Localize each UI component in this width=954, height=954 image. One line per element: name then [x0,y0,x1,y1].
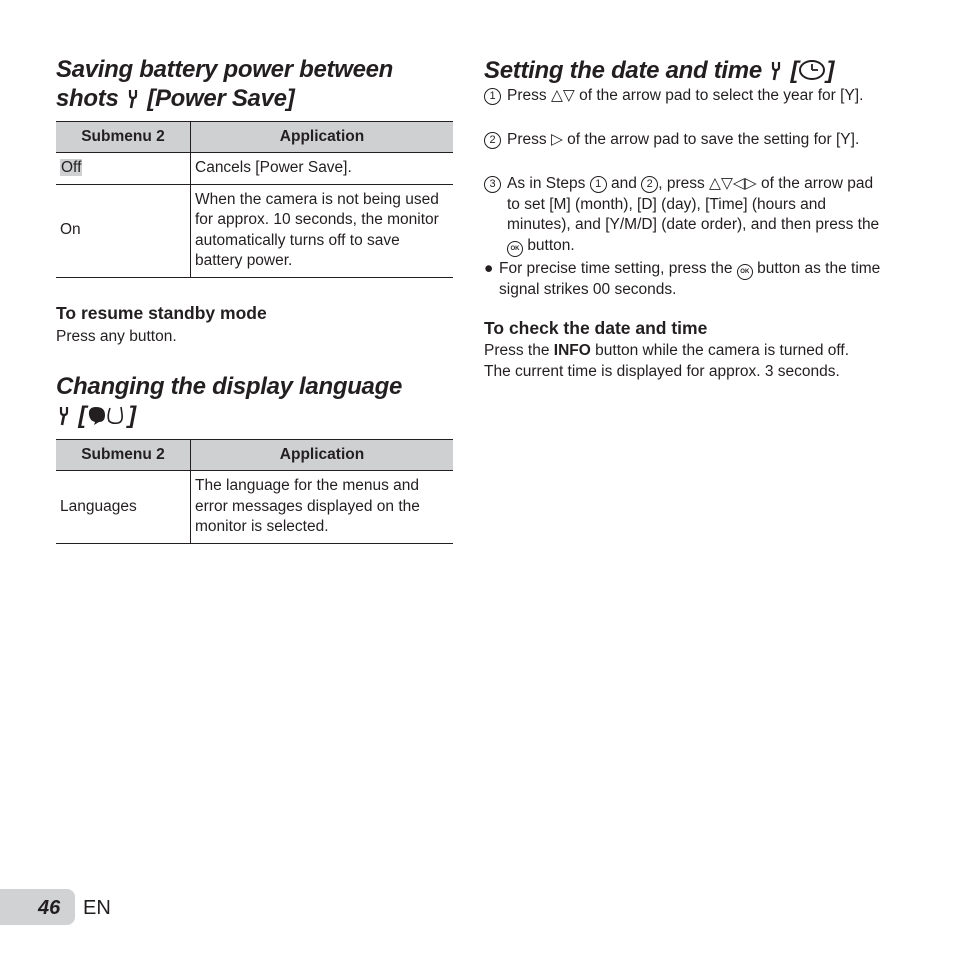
step-1 [484,86,884,107]
option-off: Off [61,159,82,176]
power-save-title [56,55,393,113]
arrow-right-icon: ▷ [550,131,563,148]
language-title [56,372,402,430]
step-number: 2 [484,132,501,149]
step-number: 3 [484,176,501,193]
arrow-all-icon: △▽◁▷ [709,175,757,192]
option-languages: Languages [56,471,191,544]
table-header-application: Application [191,122,454,153]
step-2 [484,130,884,151]
tip-bullet [484,259,884,301]
page-number: 46 [38,897,61,919]
ok-button-icon: OK [507,241,523,257]
check-heading: To check the date and time [484,318,708,338]
bracket-open: [ [78,402,87,429]
bullet-text: button as the time signal strikes 00 seconds. [499,260,881,298]
step-text: Press [507,87,547,104]
clock-icon [798,59,826,81]
step-text: of the arrow pad to set [M] (month), [D] (day), [Time] (hours and minutes), and [Y/M/D] (date order), and then press the [507,175,880,233]
wrench-icon [769,61,783,81]
check-line-2: The current time is displayed for approx. 3 seconds. [484,363,840,380]
step-text: button. [527,236,575,254]
step-text: As in Steps [507,175,586,192]
check-text: Press the [484,342,550,359]
language-icon [86,404,128,426]
datetime-title [484,56,834,85]
language-title-line1: Changing the display language [56,373,403,400]
bracket-close: ] [128,402,136,429]
datetime-title-text: Setting the date and time [484,57,762,84]
language-table [56,439,453,544]
table-header-submenu: Submenu 2 [56,122,191,153]
step-text: Press [507,131,547,148]
table-row [56,153,453,185]
check-text: button while the camera is turned off. [595,342,850,359]
table-row [56,184,453,277]
arrow-up-down-icon: △▽ [550,87,575,104]
step-text: of the arrow pad to save the setting for [Y]. [567,131,860,148]
bracket-open: [ [790,57,799,84]
step-text: and [611,175,637,192]
step-3 [484,174,884,257]
table-header-row [56,122,453,153]
table-header-submenu: Submenu 2 [56,440,191,471]
check-line-1 [484,341,849,362]
wrench-icon [57,406,71,426]
resume-heading: To resume standby mode [56,303,267,323]
option-on-description: When the camera is not being used for approx. 10 seconds, the monitor automatically turns off to save battery power. [191,184,454,277]
bracket-close: ] [826,57,835,84]
option-languages-description: The language for the menus and error messages displayed on the monitor is selected. [191,471,454,544]
power-save-table [56,121,453,278]
page-language: EN [83,897,111,919]
resume-text: Press any button. [56,328,177,345]
step-ref-1: 1 [590,176,607,193]
table-row [56,471,453,544]
power-save-title-line2-suffix: [Power Save] [147,85,295,112]
bullet-text: For precise time setting, press the [499,260,733,277]
step-ref-2: 2 [641,176,658,193]
step-number: 1 [484,88,501,105]
info-button-label: INFO [553,342,591,359]
table-header-row [56,440,453,471]
bullet-icon: ● [484,260,494,277]
step-text: of the arrow pad to select the year for [Y]. [579,87,864,104]
option-on: On [56,184,191,277]
option-off-description: Cancels [Power Save]. [191,153,454,185]
wrench-icon [126,89,140,109]
power-save-title-line2-prefix: shots [56,85,119,112]
ok-button-icon: OK [737,264,753,280]
step-text: , press [658,175,705,192]
power-save-title-line1: Saving battery power between [56,56,394,83]
table-header-application: Application [191,440,454,471]
